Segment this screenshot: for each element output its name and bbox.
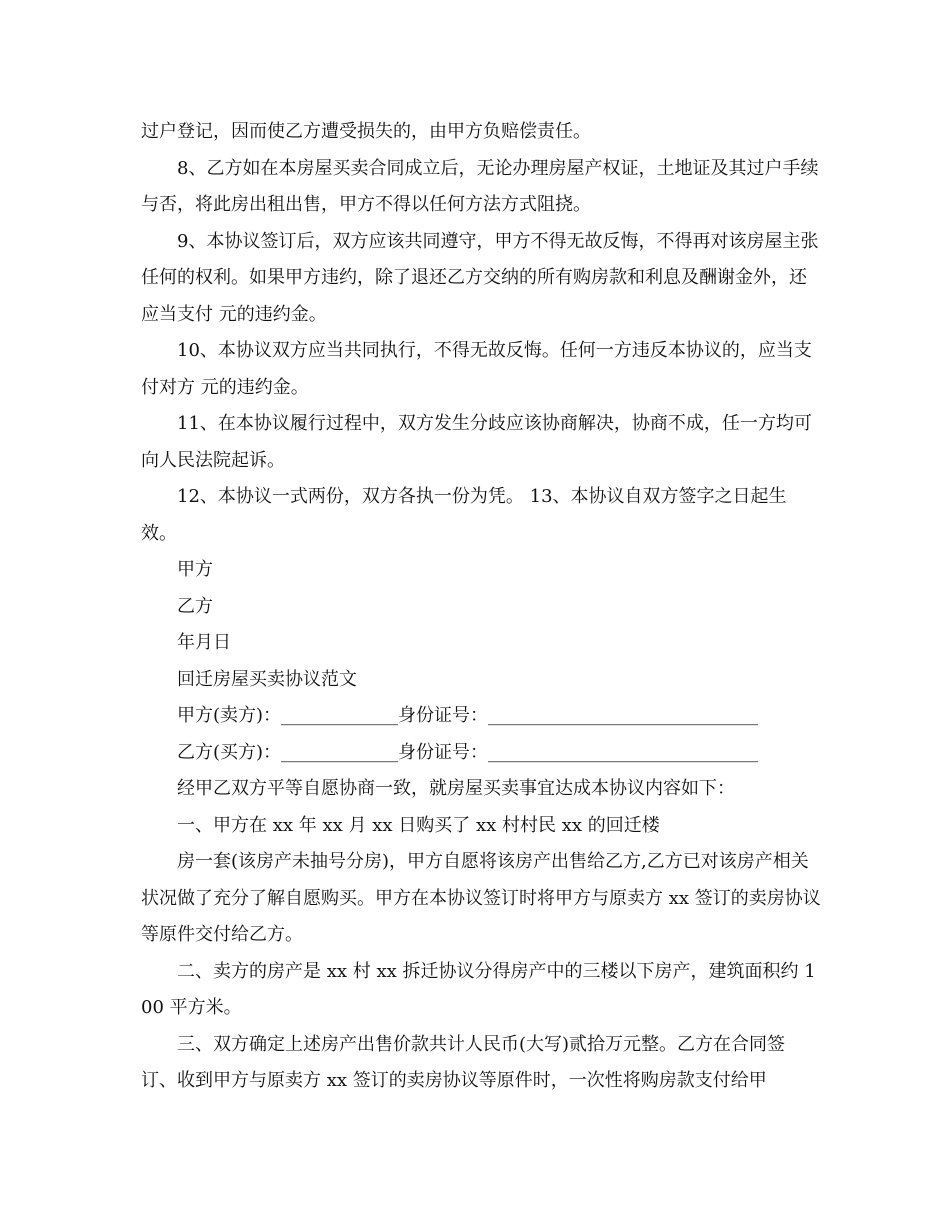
form-line-buyer: 乙方(买方)：_____________身份证号：______________________________ [177, 741, 759, 763]
paragraph-clause-11: 11、在本协议履行过程中，双方发生分歧应该协商解决，协商不成，任一方均可向人民法院起诉。 [141, 413, 812, 471]
document-body [141, 114, 821, 1100]
paragraph-intro: 经甲乙双方平等自愿协商一致，就房屋买卖事宜达成本协议内容如下： [177, 778, 735, 799]
paragraph-1: 过户登记，因而使乙方遭受损失的，由甲方负赔偿责任。 [141, 121, 591, 142]
signature-party-b: 乙方 [177, 595, 213, 617]
paragraph-article-1-body: 房一套(该房产未抽号分房)，甲方自愿将该房产出售给乙方,乙方已对该房产相关状况做了充分了解自愿购买。甲方在本协议签订时将甲方与原卖方 xx 签订的卖房协议等原件交付给乙方。 [141, 851, 821, 945]
paragraph-clause-10: 10、本协议双方应当共同执行，不得无故反悔。任何一方违反本协议的，应当支付对方 元的违约金。 [141, 340, 812, 398]
signature-party-a: 甲方 [177, 559, 213, 580]
form-line-seller: 甲方(卖方)：_____________身份证号：______________________________ [177, 705, 759, 726]
paragraph-clause-12-13: 12、本协议一式两份，双方各执一份为凭。 13、本协议自双方签字之日起生效。 [141, 486, 787, 544]
paragraph-article-1-heading: 一、甲方在 xx 年 xx 月 xx 日购买了 xx 村村民 xx 的回迁楼 [177, 814, 660, 836]
paragraph-article-3: 三、双方确定上述房产出售价款共计人民币(大写)贰拾万元整。乙方在合同签订、收到甲方与原卖方 xx 签订的卖房协议等原件时，一次性将购房款支付给甲 [141, 1033, 786, 1091]
section-title: 回迁房屋买卖协议范文 [177, 668, 357, 690]
paragraph-clause-8: 8、乙方如在本房屋买卖合同成立后，无论办理房屋产权证，土地证及其过户手续与否，将此房出租出售，甲方不得以任何方法方式阻挠。 [141, 157, 819, 215]
paragraph-article-2: 二、卖方的房产是 xx 村 xx 拆迁协议分得房产中的三楼以下房产，建筑面积约 100 平方米。 [141, 960, 816, 1018]
signature-date: 年月日 [177, 632, 231, 653]
paragraph-clause-9: 9、本协议签订后，双方应该共同遵守，甲方不得无故反悔，不得再对该房屋主张任何的权利。如果甲方违约，除了退还乙方交纳的所有购房款和利息及酬谢金外，还应当支付 元的违约金。 [141, 230, 819, 325]
